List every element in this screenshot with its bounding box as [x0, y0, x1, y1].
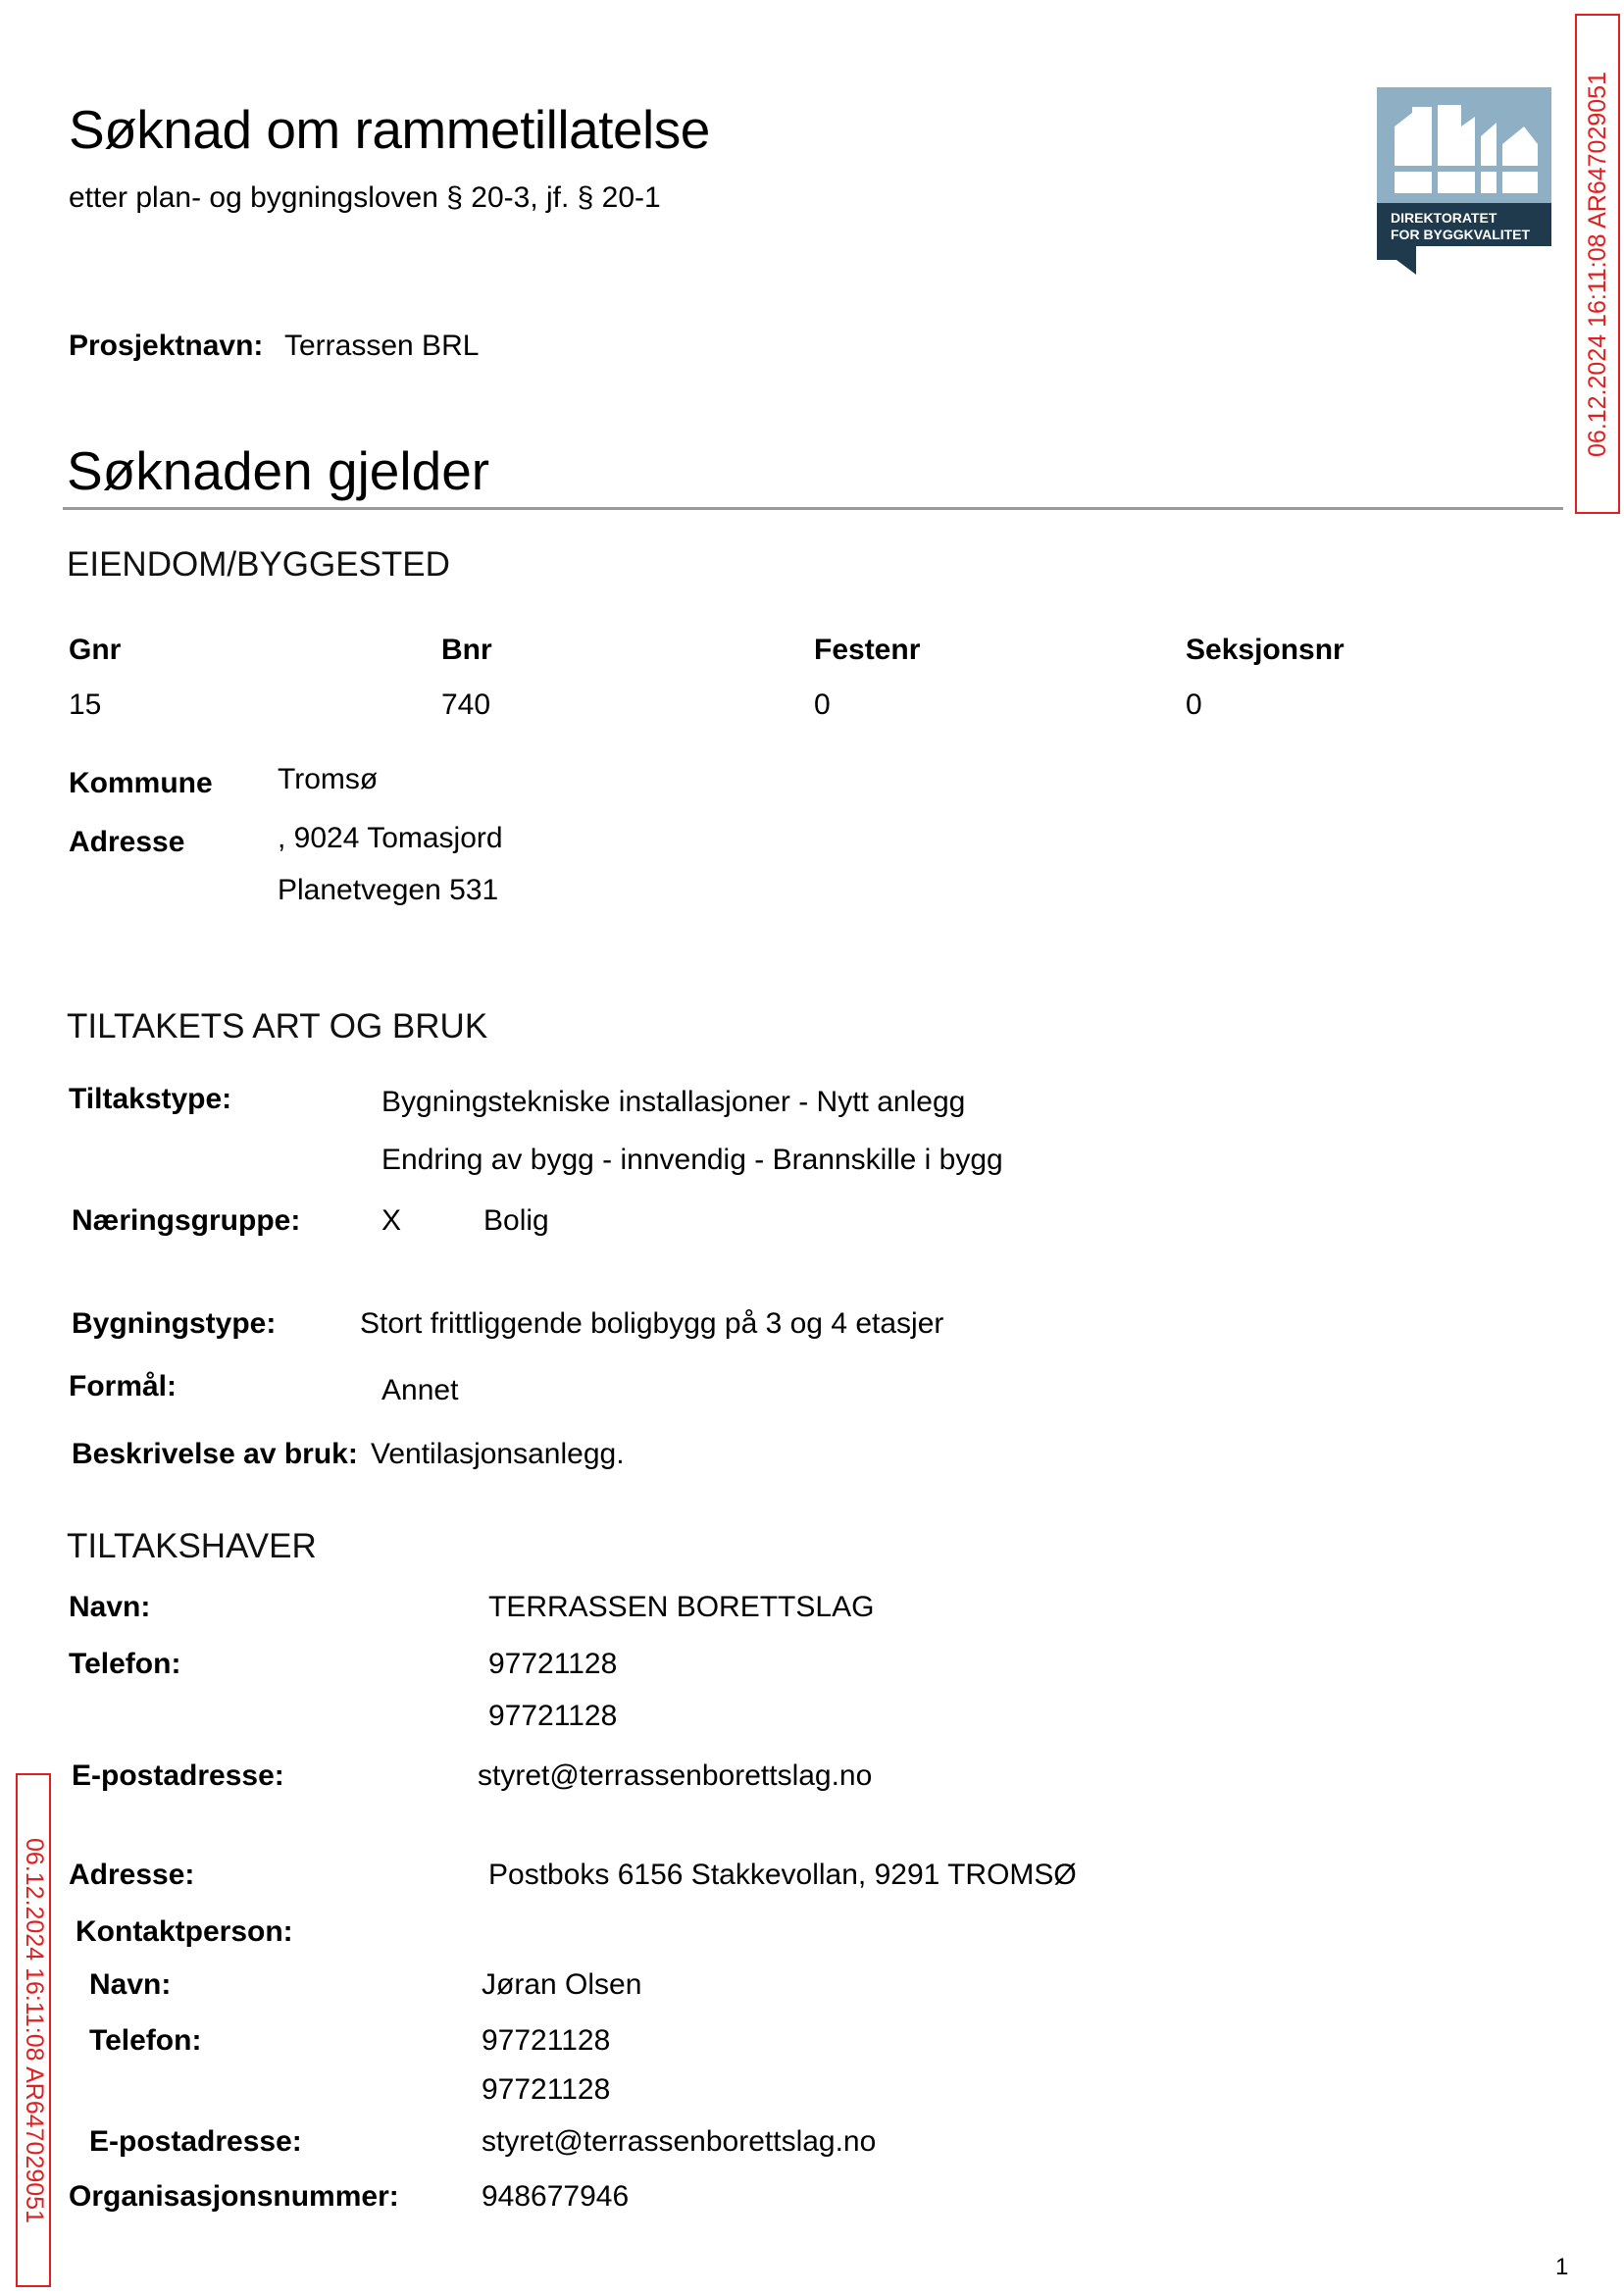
document-title: Søknad om rammetillatelse	[69, 99, 710, 160]
applicant-email-label: E-postadresse:	[72, 1759, 284, 1792]
festenr-value: 0	[814, 688, 831, 721]
measure-type-label: Tiltakstype:	[69, 1083, 232, 1115]
submission-stamp-left	[16, 1773, 51, 2287]
project-name-value: Terrassen BRL	[284, 330, 480, 362]
column-header-festenr: Festenr	[814, 634, 921, 666]
org-number-value: 948677946	[482, 2180, 630, 2213]
industry-group-mark: X	[381, 1204, 402, 1237]
purpose-label: Formål:	[69, 1370, 178, 1402]
applicant-address-value: Postboks 6156 Stakkevollan, 9291 TROMSØ	[488, 1859, 1077, 1891]
measure-type-1: Bygningstekniske installasjoner - Nytt anlegg	[381, 1086, 966, 1118]
contact-person-label: Kontaktperson:	[76, 1915, 293, 1948]
document-subtitle: etter plan- og bygningsloven § 20-3, jf. § 20-1	[69, 181, 661, 214]
stamp-text: 06.12.2024 16:11:08 AR647029051	[1583, 71, 1611, 457]
org-number-label: Organisasjonsnummer:	[69, 2180, 399, 2213]
bnr-value: 740	[441, 688, 491, 721]
purpose-value: Annet	[381, 1374, 459, 1406]
logo-line-1: DIREKTORATET	[1391, 210, 1497, 226]
submission-stamp-right	[1575, 14, 1620, 514]
usage-description-label: Beskrivelse av bruk:	[72, 1438, 358, 1470]
column-header-gnr: Gnr	[69, 634, 122, 666]
measure-heading: TILTAKETS ART OG BRUK	[67, 1007, 488, 1045]
column-header-bnr: Bnr	[441, 634, 492, 666]
logo-graphic	[1377, 87, 1551, 275]
building-type-value: Stort frittliggende boligbygg på 3 og 4 etasjer	[360, 1307, 944, 1340]
applicant-phone-label: Telefon:	[69, 1648, 181, 1680]
address-line-1: , 9024 Tomasjord	[278, 822, 503, 854]
municipality-label: Kommune	[69, 767, 213, 799]
contact-name-label: Navn:	[89, 1968, 172, 2001]
contact-name-value: Jøran Olsen	[482, 1968, 642, 2001]
usage-description-value: Ventilasjonsanlegg.	[371, 1438, 625, 1470]
address-label: Adresse	[69, 826, 185, 858]
gnr-value: 15	[69, 688, 102, 721]
municipality-value: Tromsø	[278, 763, 379, 795]
applicant-phone-1: 97721128	[488, 1648, 618, 1680]
address-line-2: Planetvegen 531	[278, 874, 499, 906]
contact-phone-label: Telefon:	[89, 2024, 202, 2057]
applicant-heading: TILTAKSHAVER	[67, 1527, 317, 1565]
seksjonsnr-value: 0	[1186, 688, 1202, 721]
dibk-logo	[1377, 87, 1551, 275]
applicant-name-label: Navn:	[69, 1591, 151, 1623]
section-title: Søknaden gjelder	[67, 440, 490, 501]
stamp-text: 06.12.2024 16:11:08 AR647029051	[20, 1837, 48, 2223]
contact-email-label: E-postadresse:	[89, 2125, 302, 2158]
applicant-phone-2: 97721128	[488, 1700, 618, 1732]
industry-group-value: Bolig	[483, 1204, 549, 1237]
column-header-seksjonsnr: Seksjonsnr	[1186, 634, 1345, 666]
property-heading: EIENDOM/BYGGESTED	[67, 545, 450, 584]
building-type-label: Bygningstype:	[72, 1307, 277, 1340]
page-number: 1	[1555, 2254, 1569, 2280]
applicant-name-value: TERRASSEN BORETTSLAG	[488, 1591, 875, 1623]
measure-type-2: Endring av bygg - innvendig - Brannskille i bygg	[381, 1144, 1003, 1176]
industry-group-label: Næringsgruppe:	[72, 1204, 301, 1237]
contact-phone-1: 97721128	[482, 2024, 611, 2057]
section-divider	[63, 507, 1563, 510]
contact-phone-2: 97721128	[482, 2073, 611, 2106]
contact-email-value: styret@terrassenborettslag.no	[482, 2125, 877, 2158]
applicant-address-label: Adresse:	[69, 1859, 195, 1891]
applicant-email-value: styret@terrassenborettslag.no	[478, 1759, 873, 1792]
project-name-label: Prosjektnavn:	[69, 330, 264, 362]
logo-line-2: FOR BYGGKVALITET	[1391, 227, 1531, 242]
